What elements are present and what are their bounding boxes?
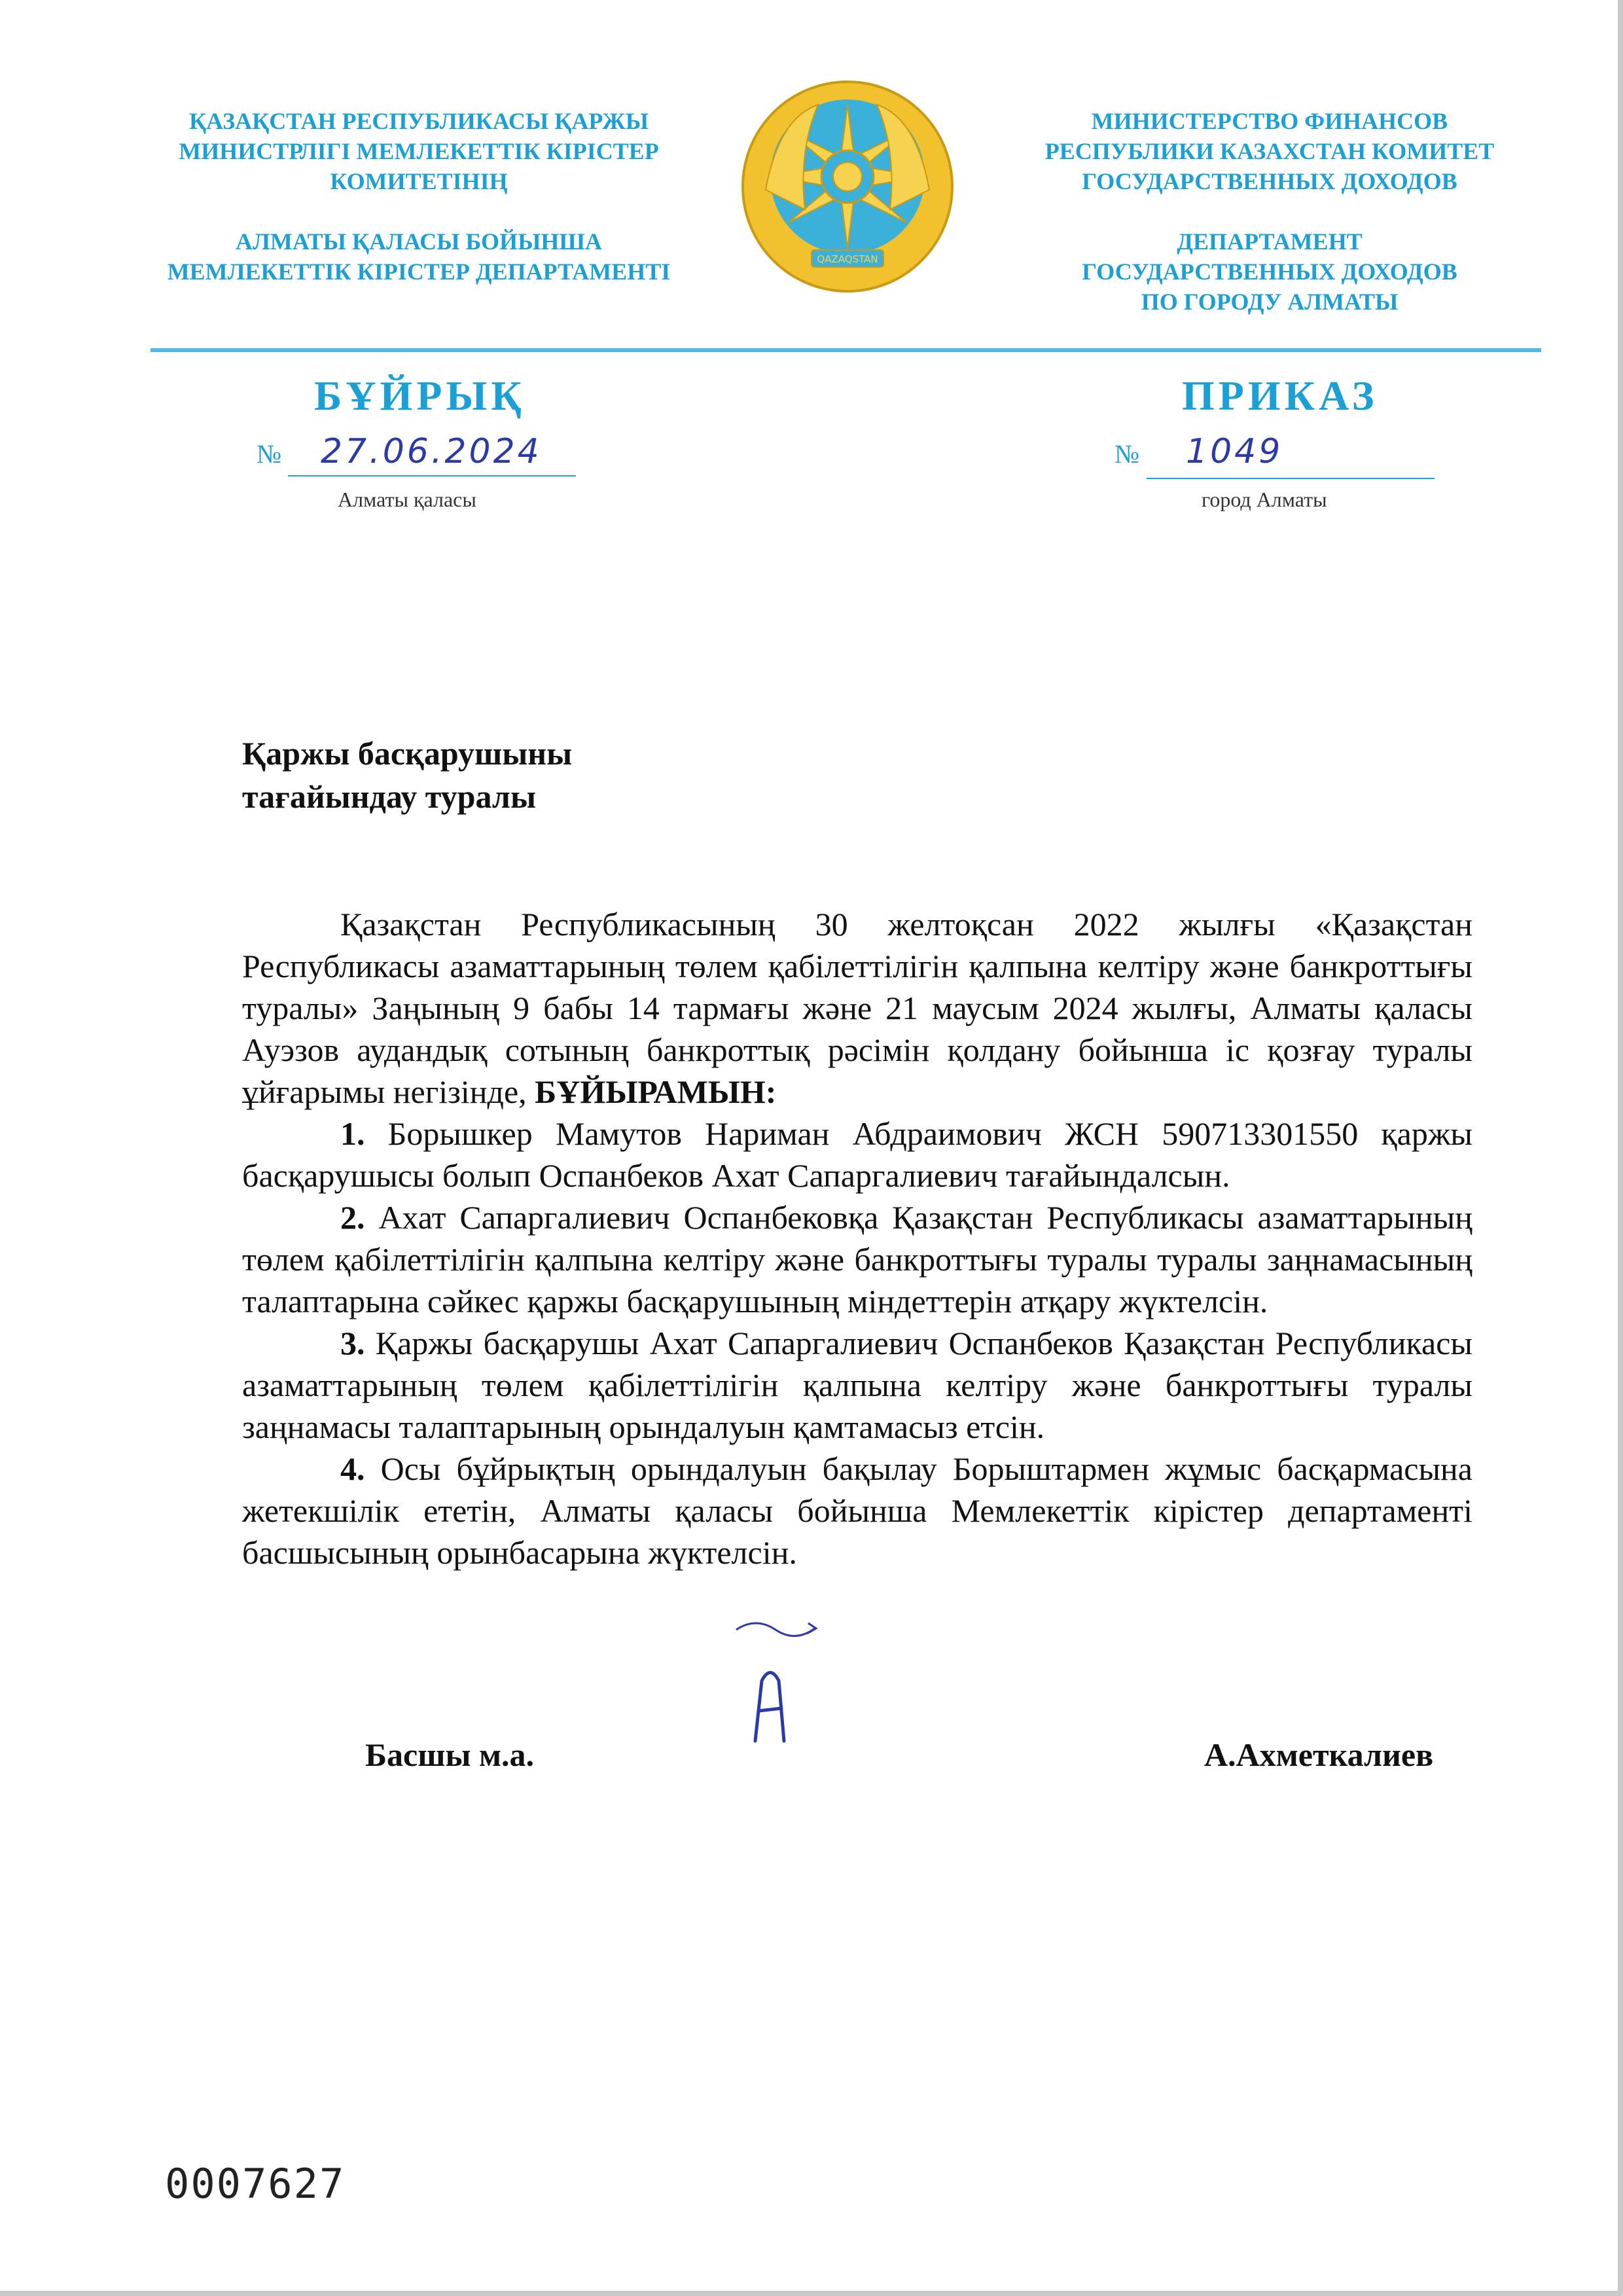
order-item [242, 1113, 1472, 1196]
header-kz-line: ҚАЗАҚСТАН РЕСПУБЛИКАСЫ ҚАРЖЫ [188, 108, 649, 134]
emblem-text: QAZAQSTAN [817, 253, 878, 265]
item-text: Борышкер Мамутов Нариман Абдраимович ЖСН 590713301550 қаржы басқарушысы болып Оспанбеков Ахат Сапаргалиевич тағайындалсын. [242, 1115, 1473, 1194]
signature-role: Басшы м.а. [365, 1736, 535, 1773]
header-ru-dept-line: ДЕПАРТАМЕНТ [1177, 228, 1363, 255]
preamble-text: Қазақстан Республикасының 30 желтоқсан 2022 жылғы «Қазақстан Республикасы азаматтарының төлем қабілеттілігін қалпына келтіру және банкроттығы туралы» Заңының 9 бабы 14 тармағы және 21 маусым 2024 жылғы, Алматы қаласы Ауэзов аудандық сотының банкроттық рәсімін қолдану бойынша іс қозғау туралы ұйғарымы негізінде, [242, 906, 1472, 1110]
date-underline [288, 475, 576, 476]
serial-number: 0007627 [165, 2160, 346, 2208]
preamble [242, 903, 1472, 1113]
handwritten-number: 1049 [1186, 432, 1283, 471]
header-ru-line: РЕСПУБЛИКИ КАЗАХСТАН КОМИТЕТ [1044, 138, 1495, 164]
item-number: 3. [340, 1325, 365, 1361]
header-divider [151, 348, 1541, 352]
state-emblem [740, 79, 955, 295]
header-ru-dept-line: ГОСУДАРСТВЕННЫХ ДОХОДОВ [1082, 259, 1457, 285]
number-underline [1147, 478, 1435, 479]
order-item [242, 1322, 1472, 1448]
scan-edge-bottom [0, 2291, 1623, 2296]
handwritten-date: 27.06.2024 [321, 432, 542, 471]
order-word: БҰЙЫРАМЫН: [535, 1073, 777, 1110]
item-number: 2. [340, 1199, 365, 1236]
header-kz-line: МИНИСТРЛІГІ МЕМЛЕКЕТТІК КІРІСТЕР [179, 138, 659, 164]
order-title-kz: БҰЙРЫҚ [314, 372, 526, 419]
signature-name: А.Ахметкалиев [1204, 1736, 1434, 1773]
order-item [242, 1448, 1472, 1573]
subject-line: Қаржы басқарушыны [242, 735, 573, 772]
scan-edge-right [1618, 0, 1623, 2296]
header-kz-dept-line: МЕМЛЕКЕТТІК КІРІСТЕР ДЕПАРТАМЕНТІ [167, 259, 671, 285]
header-kz-line: КОМИТЕТІНІҢ [330, 168, 508, 194]
order-title-ru: ПРИКАЗ [1182, 372, 1378, 419]
city-kz: Алматы қаласы [338, 488, 476, 511]
item-text: Қаржы басқарушы Ахат Сапаргалиевич Оспанбеков Қазақстан Республикасы азаматтарының төлем қабілеттілігін қалпына келтіру және банкроттығы туралы заңнамасы талаптарының орындалуын қамтамасыз етсін. [242, 1325, 1473, 1445]
item-text: Ахат Сапаргалиевич Оспанбековқа Қазақстан Республикасы азаматтарының төлем қабілеттілігін қалпына келтіру және банкроттығы туралы туралы заңнамасының талаптарына сәйкес қаржы басқарушының міндеттерін атқару жүктелсін. [242, 1199, 1472, 1319]
header-ru-dept-line: ПО ГОРОДУ АЛМАТЫ [1141, 289, 1399, 315]
header-ru [1001, 106, 1538, 317]
number-sign-kz: № [257, 439, 282, 469]
item-number: 4. [340, 1450, 365, 1487]
order-body [242, 903, 1472, 1573]
header-ru-line: МИНИСТЕРСТВО ФИНАНСОВ [1091, 108, 1448, 134]
city-ru: город Алматы [1202, 488, 1327, 511]
order-item [242, 1196, 1472, 1322]
handwritten-initial [747, 1668, 793, 1746]
subject-line: тағайындау туралы [242, 778, 537, 815]
order-subject [242, 732, 572, 818]
item-text: Осы бұйрықтың орындалуын бақылау Борыштармен жұмыс басқармасына жетекшілік ететін, Алматы қаласы бойынша Мемлекеттік кірістер департаменті басшысының орынбасарына жүктелсін. [242, 1450, 1472, 1571]
header-kz [131, 106, 707, 287]
header-kz-dept-line: АЛМАТЫ ҚАЛАСЫ БОЙЫНША [236, 228, 602, 255]
number-sign-ru: № [1115, 439, 1140, 469]
header-ru-line: ГОСУДАРСТВЕННЫХ ДОХОДОВ [1082, 168, 1457, 194]
item-number: 1. [340, 1115, 365, 1152]
correction-mark [730, 1610, 821, 1656]
